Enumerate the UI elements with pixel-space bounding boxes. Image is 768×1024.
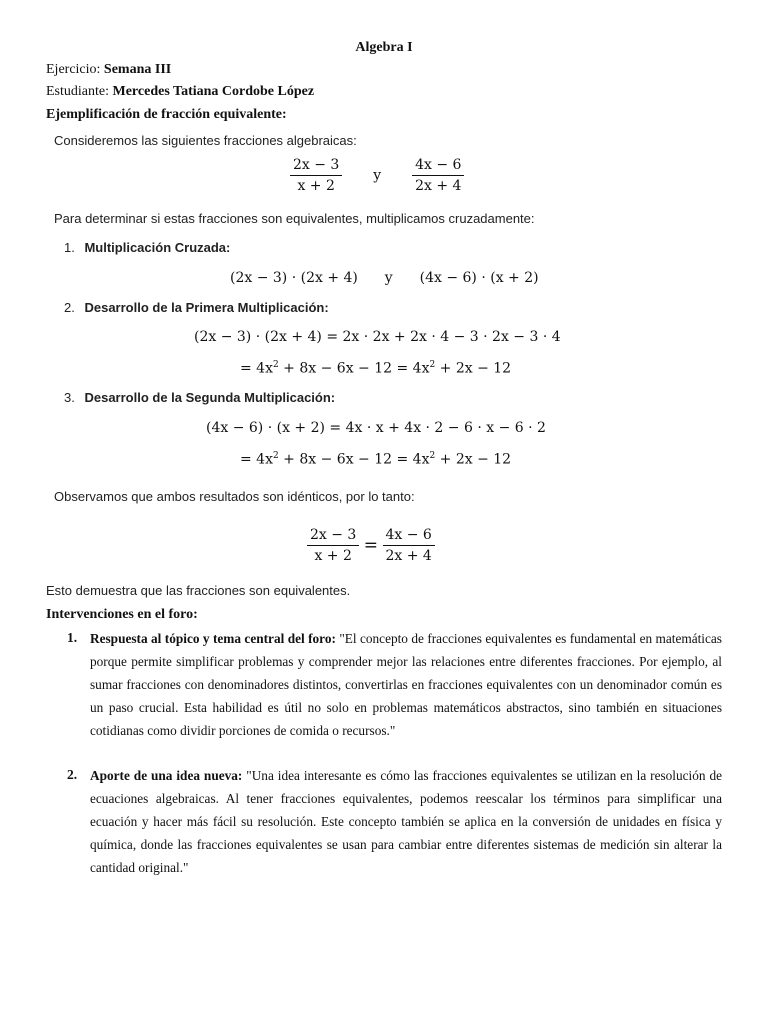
method-text: Para determinar si estas fracciones son equivalentes, multiplicamos cruzadamente: <box>54 211 535 226</box>
forum-item-2-number: 2. <box>67 767 78 782</box>
fraction-2 <box>412 157 464 194</box>
student-label: Estudiante: <box>46 84 109 99</box>
second-expansion-line-2 <box>240 451 511 468</box>
student-value: Mercedes Tatiana Cordobe López <box>112 84 315 99</box>
equation-fraction-2-denominator: 2x + 4 <box>385 548 432 564</box>
forum-item-2 <box>90 764 722 879</box>
step-2-title: Desarrollo de la Primera Multiplicación: <box>84 300 329 315</box>
step-2-number: 2. <box>64 300 75 315</box>
second-expansion-line-1: (4x − 6) · (x + 2) = 4x · x + 4x · 2 − 6 · x − 6 · 2 <box>206 420 546 436</box>
fraction-1 <box>290 157 342 194</box>
expanded-suffix: + 2x − 12 <box>435 360 512 377</box>
step-3-number: 3. <box>64 390 75 405</box>
equals-sign: = <box>363 535 379 556</box>
cross-multiplication <box>230 270 539 286</box>
equation-fraction-1-denominator: x + 2 <box>314 548 352 564</box>
observation-text: Observamos que ambos resultados son idénticos, por lo tanto: <box>54 489 415 504</box>
fraction-2-denominator: 2x + 4 <box>415 178 462 194</box>
fractions-display <box>290 157 464 194</box>
exercise-value: Semana III <box>103 62 172 77</box>
fraction-1-denominator: x + 2 <box>297 178 335 194</box>
conclusion-text: Esto demuestra que las fracciones son equivalentes. <box>46 583 351 598</box>
exponent: 2 <box>429 451 436 461</box>
forum-title: Intervenciones en el foro: <box>46 607 198 622</box>
equation-fraction-2 <box>383 527 435 564</box>
first-expansion-line-2 <box>240 360 511 377</box>
expanded-prefix: = 4x <box>240 360 273 377</box>
expanded-mid: + 8x − 6x − 12 = 4x <box>278 451 430 468</box>
exercise-label: Ejercicio: <box>46 62 101 77</box>
section-title: Ejemplificación de fracción equivalente: <box>46 107 287 122</box>
exponent: 2 <box>429 360 436 370</box>
forum-item-2-text: "Una idea interesante es cómo las fracciones equivalentes se utilizan en la resolución de ecuaciones algebraicas. Al tener fracciones equivalentes, podemos reescalar los términos para simplificar una ecuación y hacer más fácil su resolución. Este concepto también se aplica en la conversión de unidades en física y química, donde las fracciones equivalentes se usan para cambiar entre diferentes sistemas de medición sin alterar la cantidad original." <box>90 768 723 875</box>
document-title: Algebra I <box>355 40 413 55</box>
fraction-1-numerator: 2x − 3 <box>290 157 342 176</box>
forum-item-1 <box>90 627 722 742</box>
example-intro: Consideremos las siguientes fracciones algebraicas: <box>54 133 357 148</box>
expanded-mid: + 8x − 6x − 12 = 4x <box>278 360 430 377</box>
step-2 <box>64 300 329 315</box>
equation-fraction-2-numerator: 4x − 6 <box>383 527 435 546</box>
cross-connector: y <box>384 270 393 286</box>
forum-item-2-label: Aporte de una idea nueva: <box>90 768 243 783</box>
fraction-2-numerator: 4x − 6 <box>412 157 464 176</box>
exponent: 2 <box>272 360 279 370</box>
exponent: 2 <box>272 451 279 461</box>
equation-fraction-1-numerator: 2x − 3 <box>307 527 359 546</box>
step-1-number: 1. <box>64 240 75 255</box>
step-1-title: Multiplicación Cruzada: <box>84 240 231 255</box>
cross-right: (4x − 6) · (x + 2) <box>419 270 539 286</box>
connector-y: y <box>373 167 382 184</box>
equivalence-equation <box>307 527 435 564</box>
expanded-suffix: + 2x − 12 <box>435 451 512 468</box>
forum-item-1-label: Respuesta al tópico y tema central del foro: <box>90 631 336 646</box>
cross-left: (2x − 3) · (2x + 4) <box>230 270 358 286</box>
step-3 <box>64 390 335 405</box>
forum-item-1-number: 1. <box>67 630 78 645</box>
student-line <box>46 84 314 100</box>
first-expansion-line-1: (2x − 3) · (2x + 4) = 2x · 2x + 2x · 4 − 3 · 2x − 3 · 4 <box>194 329 561 345</box>
step-1 <box>64 240 230 255</box>
step-3-title: Desarrollo de la Segunda Multiplicación: <box>84 390 336 405</box>
exercise-line <box>46 62 171 78</box>
forum-item-1-text: "El concepto de fracciones equivalentes es fundamental en matemáticas porque permite simplificar problemas y comprender mejor las relaciones entre diferentes fracciones. Por ejemplo, al sumar fracciones con denominadores distintos, convertirlas en fracciones equivalentes con un denominador común es un paso crucial. Esta habilidad es útil no solo en problemas matemáticos abstractos, sino también en situaciones cotidianas como dividir porciones de comida o recursos." <box>90 631 722 738</box>
expanded-prefix: = 4x <box>240 451 273 468</box>
equation-fraction-1 <box>307 527 359 564</box>
